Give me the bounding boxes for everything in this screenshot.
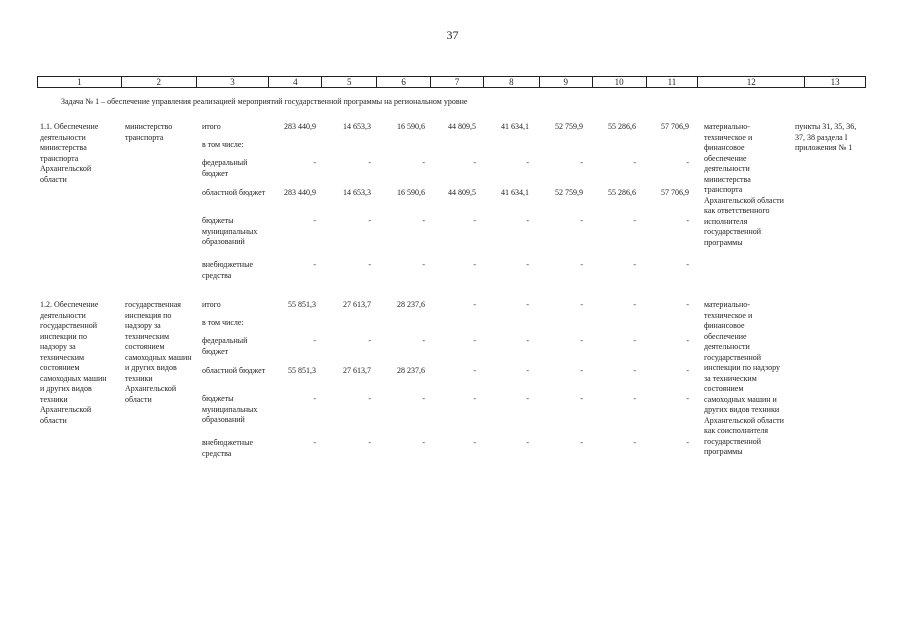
- funding-value: -: [633, 158, 636, 167]
- funding-value: 283 440,9: [284, 188, 316, 197]
- header-cell-4: 4: [269, 77, 322, 87]
- funding-value: -: [526, 366, 529, 375]
- table-header-row: [37, 76, 866, 88]
- funding-value: -: [633, 300, 636, 309]
- funding-value: -: [580, 158, 583, 167]
- header-cell-9: 9: [540, 77, 593, 87]
- funding-value: -: [422, 336, 425, 345]
- funding-value: -: [368, 158, 371, 167]
- funding-value: -: [313, 158, 316, 167]
- funding-value: 14 653,3: [343, 188, 371, 197]
- funding-value: -: [422, 158, 425, 167]
- funding-value: -: [473, 216, 476, 225]
- funding-value: -: [686, 336, 689, 345]
- funding-value: -: [686, 438, 689, 447]
- funding-value: -: [580, 216, 583, 225]
- funding-value: 283 440,9: [284, 122, 316, 131]
- header-cell-7: 7: [431, 77, 484, 87]
- funding-value: 55 851,3: [288, 300, 316, 309]
- funding-source: федеральный бюджет: [202, 336, 248, 356]
- funding-value: 41 634,1: [501, 188, 529, 197]
- funding-value: -: [313, 394, 316, 403]
- funding-value: -: [633, 394, 636, 403]
- funding-value: 14 653,3: [343, 122, 371, 131]
- funding-value: 16 590,6: [397, 122, 425, 131]
- funding-source: областной бюджет: [202, 366, 266, 375]
- funding-value: -: [526, 336, 529, 345]
- funding-value: -: [633, 366, 636, 375]
- funding-value: 28 237,6: [397, 366, 425, 375]
- funding-value: -: [473, 300, 476, 309]
- header-cell-5: 5: [322, 77, 377, 87]
- header-cell-6: 6: [377, 77, 431, 87]
- funding-value: -: [422, 260, 425, 269]
- header-cell-12: 12: [698, 77, 805, 87]
- funding-value: -: [633, 438, 636, 447]
- row-executor: министерство транспорта: [125, 122, 173, 142]
- funding-source: итого: [202, 300, 221, 309]
- funding-value: -: [422, 438, 425, 447]
- funding-value: 27 613,7: [343, 300, 371, 309]
- funding-source: федеральный бюджет: [202, 158, 248, 178]
- header-cell-11: 11: [647, 77, 699, 87]
- funding-value: 55 286,6: [608, 122, 636, 131]
- header-cell-3: 3: [197, 77, 270, 87]
- funding-value: -: [526, 260, 529, 269]
- funding-value: -: [526, 216, 529, 225]
- funding-value: -: [473, 366, 476, 375]
- funding-value: -: [580, 366, 583, 375]
- funding-value: -: [686, 216, 689, 225]
- funding-value: -: [686, 366, 689, 375]
- funding-value: -: [473, 336, 476, 345]
- funding-value: -: [633, 216, 636, 225]
- row-executor: государственная инспекция по надзору за техническим состоянием самоходных машин и других видов техники Архангельской области: [125, 300, 192, 404]
- funding-value: -: [686, 394, 689, 403]
- funding-value: 28 237,6: [397, 300, 425, 309]
- funding-value: 52 759,9: [555, 188, 583, 197]
- funding-value: -: [473, 158, 476, 167]
- funding-value: -: [686, 300, 689, 309]
- funding-value: -: [368, 394, 371, 403]
- funding-value: -: [368, 438, 371, 447]
- funding-value: -: [473, 394, 476, 403]
- header-cell-13: 13: [830, 77, 840, 87]
- funding-value: -: [580, 300, 583, 309]
- funding-value: -: [580, 336, 583, 345]
- funding-value: -: [526, 300, 529, 309]
- funding-source: итого: [202, 122, 221, 131]
- funding-value: -: [580, 394, 583, 403]
- funding-value: -: [313, 260, 316, 269]
- header-cell-2: 2: [122, 77, 197, 87]
- page-number: 37: [446, 28, 459, 42]
- row-result: материально-техническое и финансовое обеспечение деятельности государственной инспекции по надзору за техническим состоянием самоходных машин и других видов техники Архангельской области как соисполнителя государственной программы: [704, 300, 784, 456]
- funding-value: -: [633, 260, 636, 269]
- funding-value: 57 706,9: [661, 188, 689, 197]
- funding-value: -: [526, 158, 529, 167]
- funding-value: 55 286,6: [608, 188, 636, 197]
- funding-value: 57 706,9: [661, 122, 689, 131]
- funding-value: -: [580, 438, 583, 447]
- funding-value: -: [686, 260, 689, 269]
- funding-value: 55 851,3: [288, 366, 316, 375]
- funding-value: 44 809,5: [448, 122, 476, 131]
- funding-value: -: [686, 158, 689, 167]
- funding-value: -: [526, 394, 529, 403]
- funding-source: в том числе:: [202, 140, 244, 149]
- header-cell-8: 8: [484, 77, 540, 87]
- funding-value: -: [313, 216, 316, 225]
- funding-source: внебюджетные средства: [202, 438, 253, 458]
- funding-value: -: [526, 438, 529, 447]
- funding-source: бюджеты муниципальных образований: [202, 394, 258, 424]
- funding-value: -: [580, 260, 583, 269]
- funding-value: -: [368, 336, 371, 345]
- funding-value: -: [368, 260, 371, 269]
- funding-source: внебюджетные средства: [202, 260, 253, 280]
- row-title: 1.1. Обеспечение деятельности министерства транспорта Архангельской области: [40, 122, 99, 184]
- funding-value: -: [368, 216, 371, 225]
- funding-value: -: [633, 336, 636, 345]
- funding-value: -: [422, 394, 425, 403]
- funding-value: 52 759,9: [555, 122, 583, 131]
- funding-value: -: [473, 260, 476, 269]
- funding-source: в том числе:: [202, 318, 244, 327]
- funding-value: -: [473, 438, 476, 447]
- row-link: пункты 31, 35, 36, 37, 38 раздела I приложения № 1: [795, 122, 857, 152]
- funding-value: 16 590,6: [397, 188, 425, 197]
- funding-value: -: [422, 216, 425, 225]
- funding-value: 41 634,1: [501, 122, 529, 131]
- funding-source: бюджеты муниципальных образований: [202, 216, 258, 246]
- row-title: 1.2. Обеспечение деятельности государственной инспекции по надзору за техническим состоянием самоходных машин и других видов техники Архангельской области: [40, 300, 107, 425]
- header-cell-1: 1: [38, 77, 122, 87]
- task-heading: Задача № 1 – обеспечение управления реализацией мероприятий государственной программы на региональном уровне: [61, 97, 468, 106]
- funding-value: -: [313, 438, 316, 447]
- funding-value: -: [313, 336, 316, 345]
- funding-value: 44 809,5: [448, 188, 476, 197]
- row-result: материально-техническое и финансовое обеспечение деятельности министерства транспорта Архангельской области как ответственного исполнителя государственной программы: [704, 122, 784, 247]
- funding-source: областной бюджет: [202, 188, 266, 197]
- funding-value: 27 613,7: [343, 366, 371, 375]
- header-cell-10: 10: [593, 77, 647, 87]
